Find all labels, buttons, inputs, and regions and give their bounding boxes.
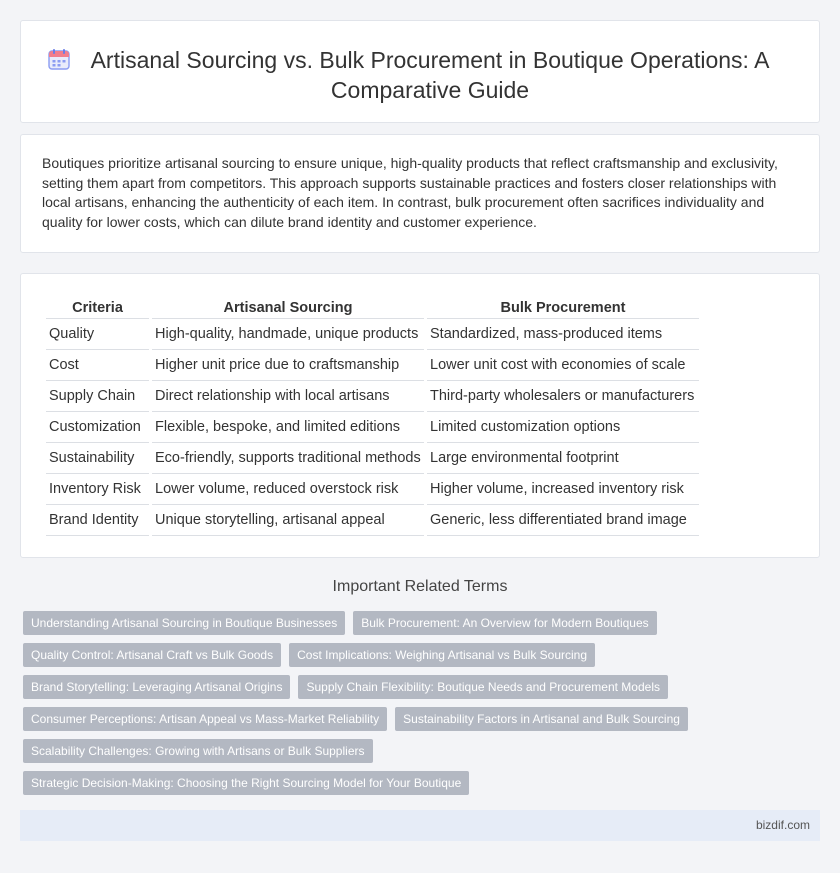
table-row (46, 350, 699, 381)
related-term-tag[interactable]: Sustainability Factors in Artisanal and Bulk Sourcing (395, 707, 688, 731)
header-artisanal: Artisanal Sourcing (152, 296, 424, 319)
related-term-tag[interactable]: Understanding Artisanal Sourcing in Boutique Businesses (23, 611, 345, 635)
table-row (46, 412, 699, 443)
related-term-tag[interactable]: Quality Control: Artisanal Craft vs Bulk Goods (23, 643, 281, 667)
table-row (46, 381, 699, 412)
row-artisanal: Direct relationship with local artisans (152, 381, 424, 412)
row-criteria: Supply Chain (46, 381, 149, 412)
row-bulk: Higher volume, increased inventory risk (427, 474, 699, 505)
related-terms-heading: Important Related Terms (332, 578, 508, 595)
row-artisanal: Unique storytelling, artisanal appeal (152, 505, 424, 536)
header-card (20, 20, 820, 123)
related-terms-list (23, 611, 803, 803)
row-bulk: Large environmental footprint (427, 443, 699, 474)
row-criteria: Cost (46, 350, 149, 381)
row-artisanal: Higher unit price due to craftsmanship (152, 350, 424, 381)
header-bulk: Bulk Procurement (427, 296, 699, 319)
footer-bar (20, 810, 820, 841)
table-row (46, 319, 699, 350)
table-header-row (46, 296, 699, 319)
row-criteria: Quality (46, 319, 149, 350)
row-criteria: Customization (46, 412, 149, 443)
row-bulk: Lower unit cost with economies of scale (427, 350, 699, 381)
row-artisanal: Eco-friendly, supports traditional methods (152, 443, 424, 474)
row-criteria: Brand Identity (46, 505, 149, 536)
related-term-tag[interactable]: Brand Storytelling: Leveraging Artisanal Origins (23, 675, 290, 699)
row-bulk: Limited customization options (427, 412, 699, 443)
page-title: Artisanal Sourcing vs. Bulk Procurement in Boutique Operations: A Comparative Guide (90, 47, 770, 103)
row-bulk: Generic, less differentiated brand image (427, 505, 699, 536)
row-criteria: Sustainability (46, 443, 149, 474)
footer-site-link[interactable]: bizdif.com (755, 818, 810, 832)
related-term-tag[interactable]: Supply Chain Flexibility: Boutique Needs and Procurement Models (298, 675, 668, 699)
related-term-tag[interactable]: Cost Implications: Weighing Artisanal vs Bulk Sourcing (289, 643, 595, 667)
intro-paragraph: Boutiques prioritize artisanal sourcing to ensure unique, high-quality products that reflect craftsmanship and exclusivity, setting them apart from competitors. This approach supports sustainable practices and fosters closer relationships with local artisans, enhancing the authenticity of each item. In contrast, bulk procurement often sacrifices individuality and quality for lower costs, which can dilute brand identity and customer experience. (42, 155, 778, 230)
row-bulk: Third-party wholesalers or manufacturers (427, 381, 699, 412)
row-artisanal: High-quality, handmade, unique products (152, 319, 424, 350)
related-term-tag[interactable]: Scalability Challenges: Growing with Artisans or Bulk Suppliers (23, 739, 373, 763)
intro-card (20, 134, 820, 253)
header-criteria: Criteria (46, 296, 149, 319)
comparison-table (43, 296, 702, 536)
row-artisanal: Lower volume, reduced overstock risk (152, 474, 424, 505)
related-term-tag[interactable]: Consumer Perceptions: Artisan Appeal vs Mass-Market Reliability (23, 707, 387, 731)
table-row (46, 443, 699, 474)
row-criteria: Inventory Risk (46, 474, 149, 505)
row-bulk: Standardized, mass-produced items (427, 319, 699, 350)
table-row (46, 474, 699, 505)
related-term-tag[interactable]: Strategic Decision-Making: Choosing the Right Sourcing Model for Your Boutique (23, 771, 469, 795)
comparison-table-card (20, 273, 820, 558)
table-row (46, 505, 699, 536)
related-term-tag[interactable]: Bulk Procurement: An Overview for Modern Boutiques (353, 611, 656, 635)
row-artisanal: Flexible, bespoke, and limited editions (152, 412, 424, 443)
